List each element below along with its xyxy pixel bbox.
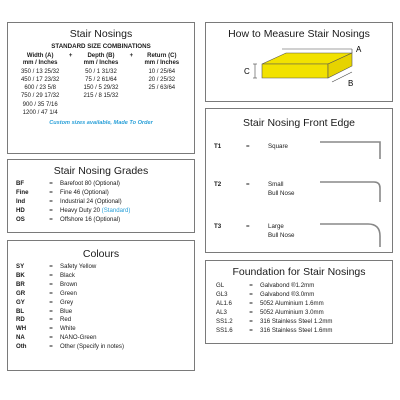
list-item (16, 198, 130, 207)
units-label: mm / Inches (83, 60, 119, 67)
width-cell: 1200 / 47 1/4 (22, 109, 58, 116)
equals-sign: = (49, 188, 53, 196)
edge-panel (205, 108, 393, 253)
foundation-code: AL1.6 (216, 299, 232, 307)
equals-sign: = (49, 289, 53, 297)
edge-desc: Large (268, 223, 284, 230)
edge-row-t3 (206, 221, 394, 249)
list-item (16, 334, 124, 343)
list-item (16, 343, 124, 352)
list-item (16, 216, 130, 225)
list-item (216, 318, 333, 327)
colours-panel (7, 240, 195, 371)
equals-sign: = (49, 343, 53, 351)
equals-sign: = (249, 317, 253, 325)
header-depth: Depth (B) (87, 53, 115, 59)
foundation-desc: 316 Stainless Steel 1.6mm (260, 326, 333, 334)
list-item (16, 316, 124, 325)
dim-label-c: C (244, 67, 250, 76)
width-cell: 350 / 13 25/32 (20, 68, 60, 75)
colour-code: NA (16, 334, 25, 342)
grades-table (16, 180, 130, 225)
sizes-title: Stair Nosings (69, 28, 133, 40)
depth-cell: 75 / 2 61/64 (85, 77, 117, 84)
list-item (16, 263, 124, 272)
colour-code: WH (16, 325, 27, 333)
foundation-desc: 316 Stainless Steel 1.2mm (260, 317, 333, 325)
large-bullnose-icon (318, 221, 388, 249)
edge-code: T2 (214, 181, 222, 188)
colour-desc: Black (60, 271, 75, 279)
return-cell: 20 / 25/32 (148, 77, 176, 84)
colours-table (16, 263, 124, 352)
list-item (16, 290, 124, 299)
edge-row-t1 (206, 137, 394, 157)
edge-title: Stair Nosing Front Edge (242, 117, 356, 129)
equals-sign: = (49, 206, 53, 214)
units-label: mm / Inches (22, 60, 58, 67)
edge-row-t2 (206, 179, 394, 203)
return-cell (137, 109, 187, 117)
colour-code: BL (16, 307, 25, 315)
colour-desc: NANO-Green (60, 334, 97, 342)
standard-badge: (Standard) (101, 206, 131, 214)
edge-desc: Square (268, 143, 288, 150)
sizes-table (15, 53, 187, 117)
grade-desc: Industrial 24 (Optional) (60, 197, 122, 205)
equals-sign: = (49, 298, 53, 306)
width-cell: 750 / 29 17/32 (20, 93, 60, 100)
dim-label-a: A (356, 45, 362, 54)
equals-sign: = (49, 197, 53, 205)
foundation-desc: Galvabond ®1.2mm (260, 282, 315, 289)
width-cell: 600 / 23 5/8 (24, 85, 57, 92)
equals-sign: = (249, 290, 253, 298)
equals-sign: = (246, 143, 250, 150)
table-row (15, 84, 187, 92)
equals-sign: = (246, 181, 250, 188)
foundation-desc: 5052 Aluminium 1.6mm (260, 299, 324, 307)
foundation-code: SS1.6 (216, 326, 233, 334)
edge-code: T3 (214, 223, 222, 230)
colour-code: GY (16, 298, 25, 306)
list-item (16, 308, 124, 317)
grade-desc: Heavy Duty 20 (Standard) (60, 206, 131, 214)
equals-sign: = (249, 299, 253, 307)
foundation-desc: Galvabond ®3.0mm (260, 290, 315, 298)
header-return: Return (C) (147, 53, 177, 59)
equals-sign: = (49, 271, 53, 279)
colour-code: RD (16, 316, 25, 324)
return-cell (137, 92, 187, 100)
colour-desc: Other (Specify in notes) (60, 343, 125, 351)
grade-desc: Barefoot 80 (Optional) (60, 180, 120, 187)
depth-cell (76, 109, 126, 117)
equals-sign: = (49, 215, 53, 223)
table-row (15, 76, 187, 84)
edge-code: T1 (214, 143, 222, 150)
equals-sign: = (49, 180, 53, 187)
colour-desc: Red (60, 316, 72, 324)
list-item (216, 300, 333, 309)
colour-desc: Safety Yellow (60, 263, 97, 270)
grade-code: BF (16, 180, 25, 187)
list-item (16, 325, 124, 334)
grade-code: Ind (16, 197, 26, 205)
sizes-header-row (15, 53, 187, 60)
foundation-desc: 5052 Aluminium 3.0mm (260, 308, 324, 316)
colour-desc: White (60, 325, 76, 333)
colours-title: Colours (82, 248, 120, 260)
depth-cell: 150 / 5 29/32 (83, 85, 119, 92)
depth-cell (76, 101, 126, 109)
small-bullnose-icon (318, 179, 388, 205)
units-label: mm / Inches (144, 60, 180, 67)
list-item (16, 207, 130, 216)
nosing-front-face (262, 64, 328, 78)
equals-sign: = (49, 307, 53, 315)
colour-code: GR (16, 289, 26, 297)
sizes-panel (7, 22, 195, 154)
list-item (16, 281, 124, 290)
edge-desc: Small (268, 181, 284, 188)
equals-sign: = (249, 308, 253, 316)
list-item (216, 282, 333, 291)
colour-code: BR (16, 280, 25, 288)
list-item (216, 291, 333, 300)
header-width: Width (A) (26, 53, 54, 59)
dim-label-b: B (348, 79, 354, 88)
measure-diagram (206, 44, 394, 102)
table-row (15, 109, 187, 117)
sizes-units-row (15, 60, 187, 67)
grade-code: HD (16, 206, 25, 214)
return-cell: 10 / 25/64 (148, 68, 176, 75)
foundation-table (216, 282, 333, 335)
table-row (15, 101, 187, 109)
grades-panel (7, 159, 195, 233)
equals-sign: = (49, 263, 53, 270)
equals-sign: = (49, 280, 53, 288)
colour-code: Oth (16, 343, 27, 351)
header-plus: + (129, 53, 134, 59)
colour-desc: Blue (60, 307, 73, 315)
grade-desc: Fine 46 (Optional) (60, 188, 109, 196)
edge-desc: Bull Nose (268, 232, 295, 239)
grade-desc: Offshore 16 (Optional) (60, 215, 121, 223)
list-item (16, 272, 124, 281)
sizes-subtitle: STANDARD SIZE COMBINATIONS (51, 43, 151, 50)
equals-sign: = (249, 282, 253, 289)
list-item (16, 189, 130, 198)
foundation-code: GL (216, 282, 225, 289)
foundation-code: GL3 (216, 290, 228, 298)
grade-code: Fine (16, 188, 29, 196)
custom-sizes-note: Custom sizes available, Made To Order (49, 120, 153, 127)
measure-panel (205, 22, 393, 102)
measure-title: How to Measure Stair Nosings (228, 28, 370, 40)
return-cell (137, 101, 187, 109)
colour-desc: Green (60, 289, 77, 297)
list-item (16, 180, 130, 189)
edge-desc: Bull Nose (268, 190, 295, 197)
table-row (15, 92, 187, 100)
equals-sign: = (246, 223, 250, 230)
grade-code: OS (16, 215, 25, 223)
foundation-code: AL3 (216, 308, 227, 316)
grades-title: Stair Nosing Grades (53, 165, 149, 177)
depth-cell: 215 / 8 15/32 (83, 93, 119, 100)
list-item (216, 309, 333, 318)
colour-desc: Brown (60, 280, 78, 288)
list-item (16, 299, 124, 308)
square-edge-icon (318, 139, 388, 161)
equals-sign: = (49, 325, 53, 333)
width-cell: 900 / 35 7/16 (22, 101, 58, 108)
foundation-code: SS1.2 (216, 317, 233, 325)
foundation-panel (205, 260, 393, 344)
equals-sign: = (49, 316, 53, 324)
equals-sign: = (249, 326, 253, 334)
list-item (216, 327, 333, 336)
equals-sign: = (49, 334, 53, 342)
return-cell: 25 / 63/64 (148, 85, 176, 92)
width-cell: 450 / 17 23/32 (20, 77, 60, 84)
depth-cell: 50 / 1 31/32 (85, 68, 117, 75)
table-row (15, 68, 187, 76)
foundation-title: Foundation for Stair Nosings (232, 266, 366, 278)
colour-desc: Grey (60, 298, 74, 306)
colour-code: SY (16, 263, 25, 270)
colour-code: BK (16, 271, 25, 279)
header-plus: + (68, 53, 73, 59)
